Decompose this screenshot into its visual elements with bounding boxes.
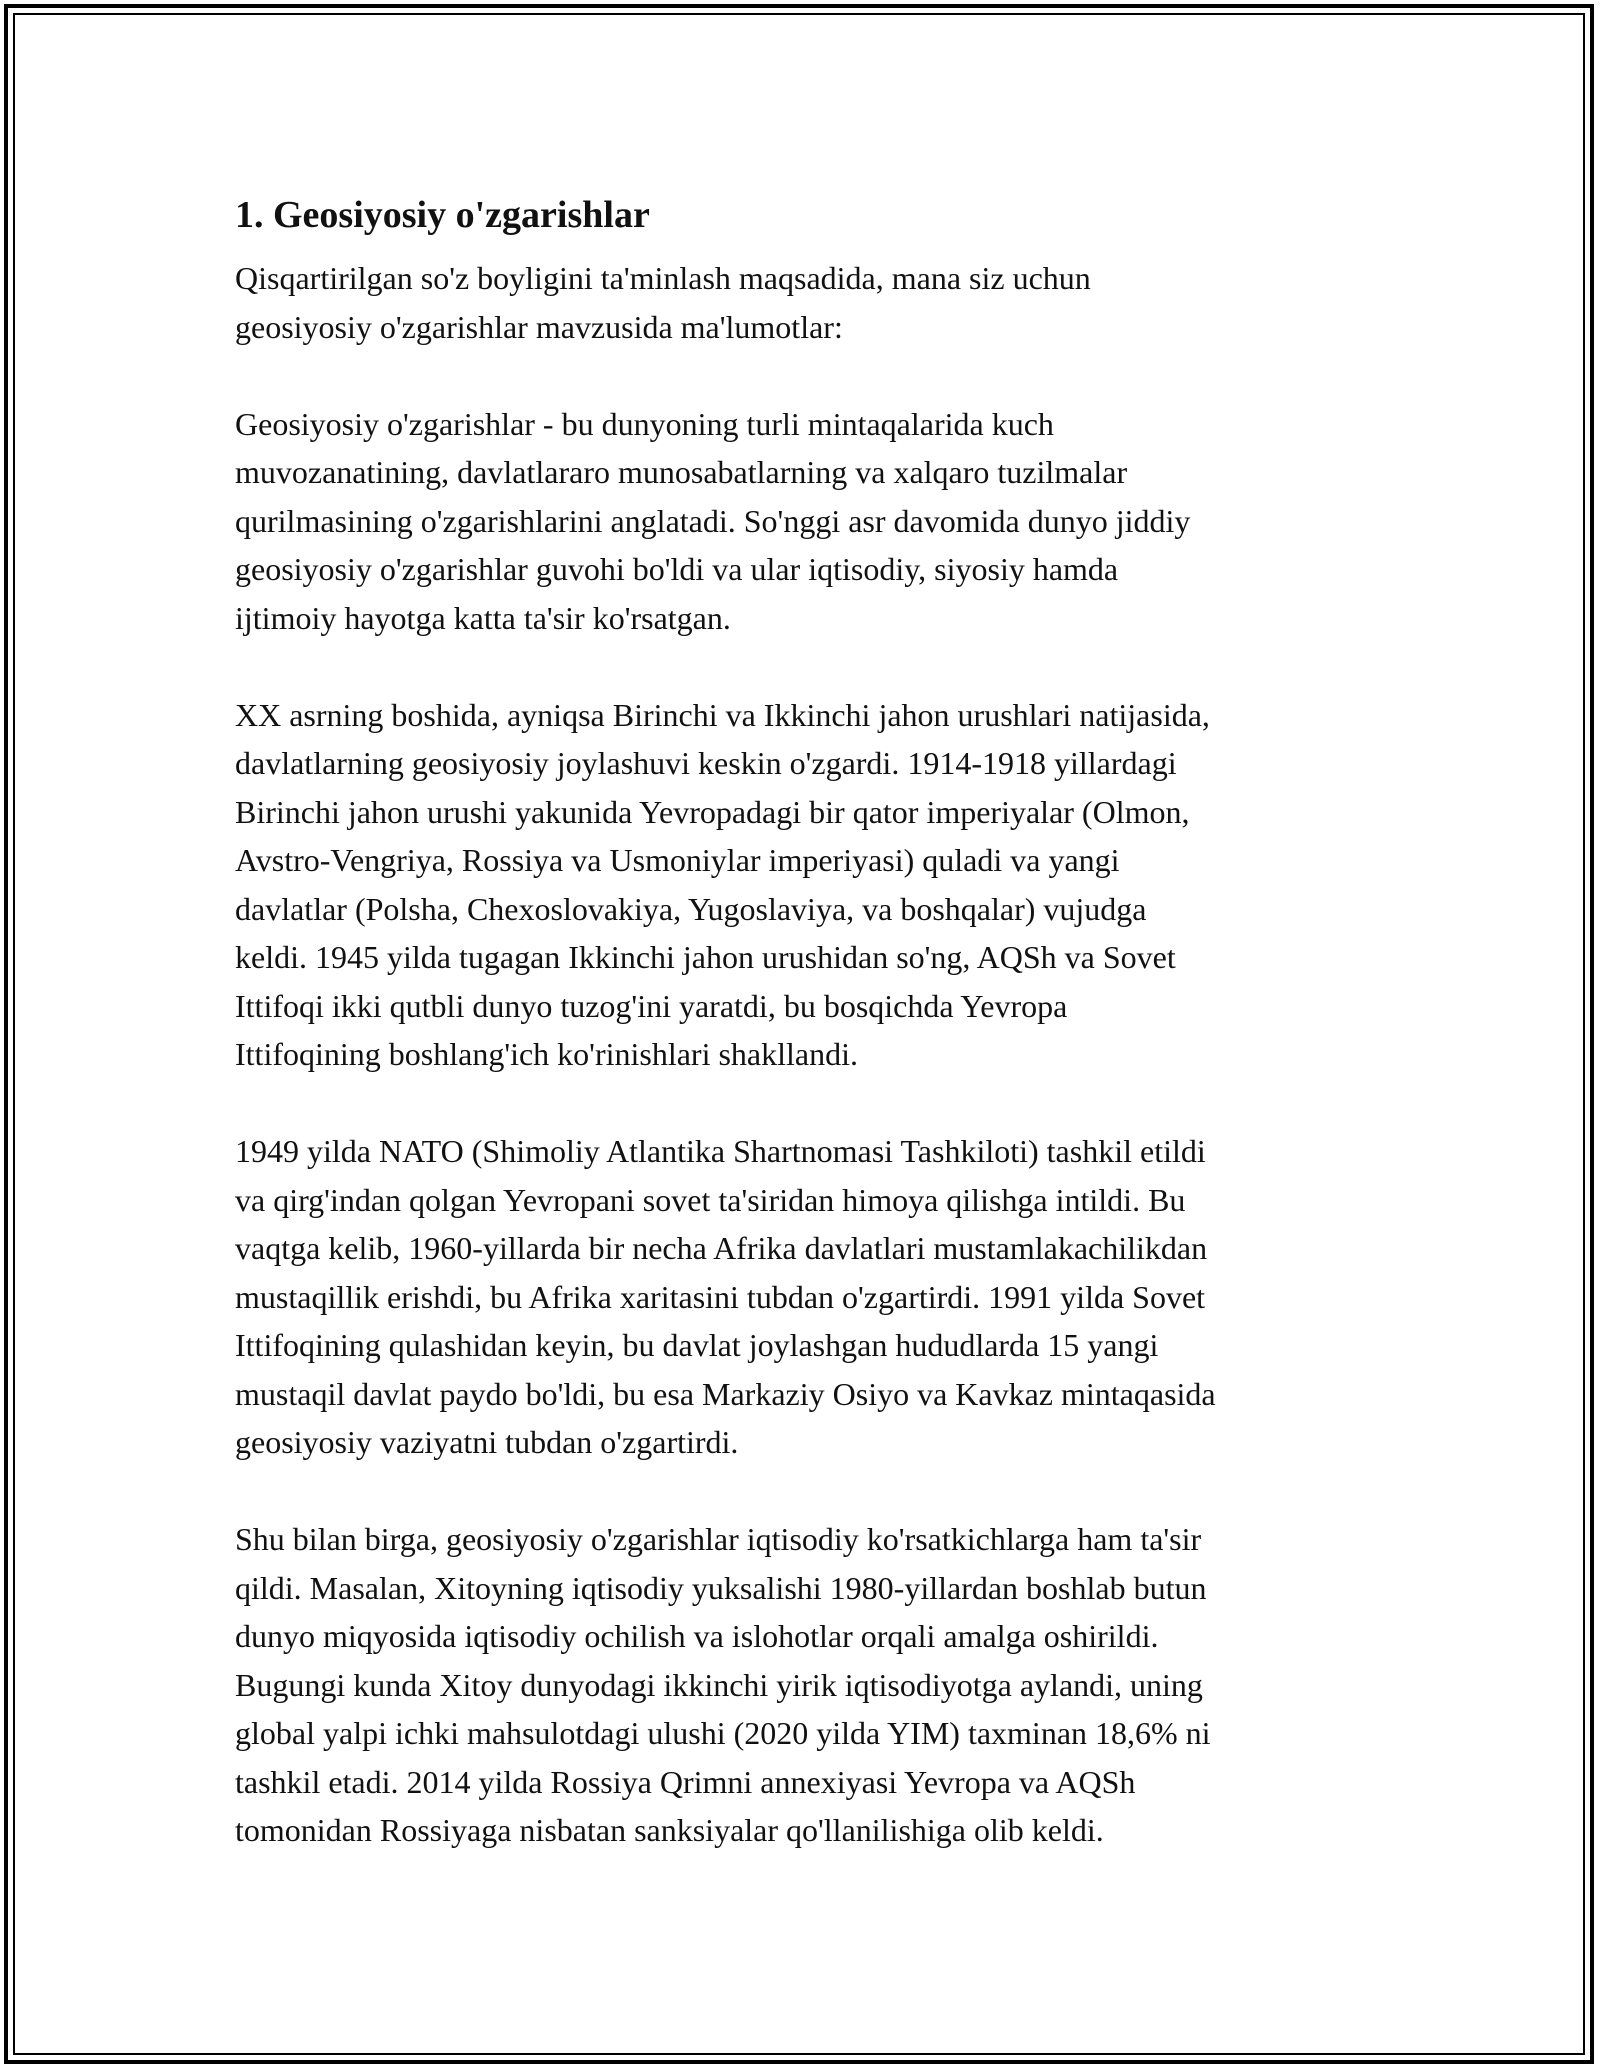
document-body <box>235 188 1375 1855</box>
paragraph-20th-century: XX asrning boshida, ayniqsa Birinchi va Ikkinchi jahon urushlari natijasida, davlatlarning geosiyosiy joylashuvi keskin o'zgardi. 1914-1918 yillardagi Birinchi jahon urushi yakunida Yevropadagi bir qator imperiyalar (Olmon, Avstro-Vengriya, Rossiya va Usmoniylar imperiyasi) quladi va yangi davlatlar (Polsha, Chexoslovakiya, Yugoslaviya, va boshqalar) vujudga keldi. 1945 yilda tugagan Ikkinchi jahon urushidan so'ng, AQSh va Sovet Ittifoqi ikki qutbli dunyo tuzog'ini yaratdi, bu bosqichda Yevropa Ittifoqining boshlang'ich ko'rinishlari shakllandi. <box>235 696 1210 1072</box>
paragraph-intro: Qisqartirilgan so'z boyligini ta'minlash maqsadida, mana siz uchun geosiyosiy o'zgarishlar mavzusida ma'lumotlar: <box>235 260 1091 345</box>
section-heading: 1. Geosiyosiy o'zgarishlar <box>235 194 650 236</box>
paragraph-economic-effects: Shu bilan birga, geosiyosiy o'zgarishlar iqtisodiy ko'rsatkichlarga ham ta'sir qildi. Masalan, Xitoyning iqtisodiy yuksalishi 1980-yillardan boshlab butun dunyo miqyosida iqtisodiy ochilish va islohotlar orqali amalga oshirildi. Bugungi kunda Xitoy dunyodagi ikkinchi yirik iqtisodiyotga aylandi, uning global yalpi ichki mahsulotdagi ulushi (2020 yilda YIM) taxminan 18,6% ni tashkil etadi. 2014 yilda Rossiya Qrimni annexiyasi Yevropa va AQSh tomonidan Rossiyaga nisbatan sanksiyalar qo'llanilishiga olib keldi. <box>235 1521 1211 1848</box>
paragraph-nato-independence: 1949 yilda NATO (Shimoliy Atlantika Shartnomasi Tashkiloti) tashkil etildi va qirg'indan qolgan Yevropani sovet ta'siridan himoya qilishga intildi. Bu vaqtga kelib, 1960-yillarda bir necha Afrika davlatlari mustamlakachilikdan mustaqillik erishdi, bu Afrika xaritasini tubdan o'zgartirdi. 1991 yilda Sovet Ittifoqining qulashidan keyin, bu davlat joylashgan hududlarda 15 yangi mustaqil davlat paydo bo'ldi, bu esa Markaziy Osiyo va Kavkaz mintaqasida geosiyosiy vaziyatni tubdan o'zgartirdi. <box>235 1133 1216 1460</box>
paragraph-definition: Geosiyosiy o'zgarishlar - bu dunyoning turli mintaqalarida kuch muvozanatining, davlatlararo munosabatlarning va xalqaro tuzilmalar qurilmasining o'zgarishlarini anglatadi. So'nggi asr davomida dunyo jiddiy geosiyosiy o'zgarishlar guvohi bo'ldi va ular iqtisodiy, siyosiy hamda ijtimoiy hayotga katta ta'sir ko'rsatgan. <box>235 405 1191 636</box>
